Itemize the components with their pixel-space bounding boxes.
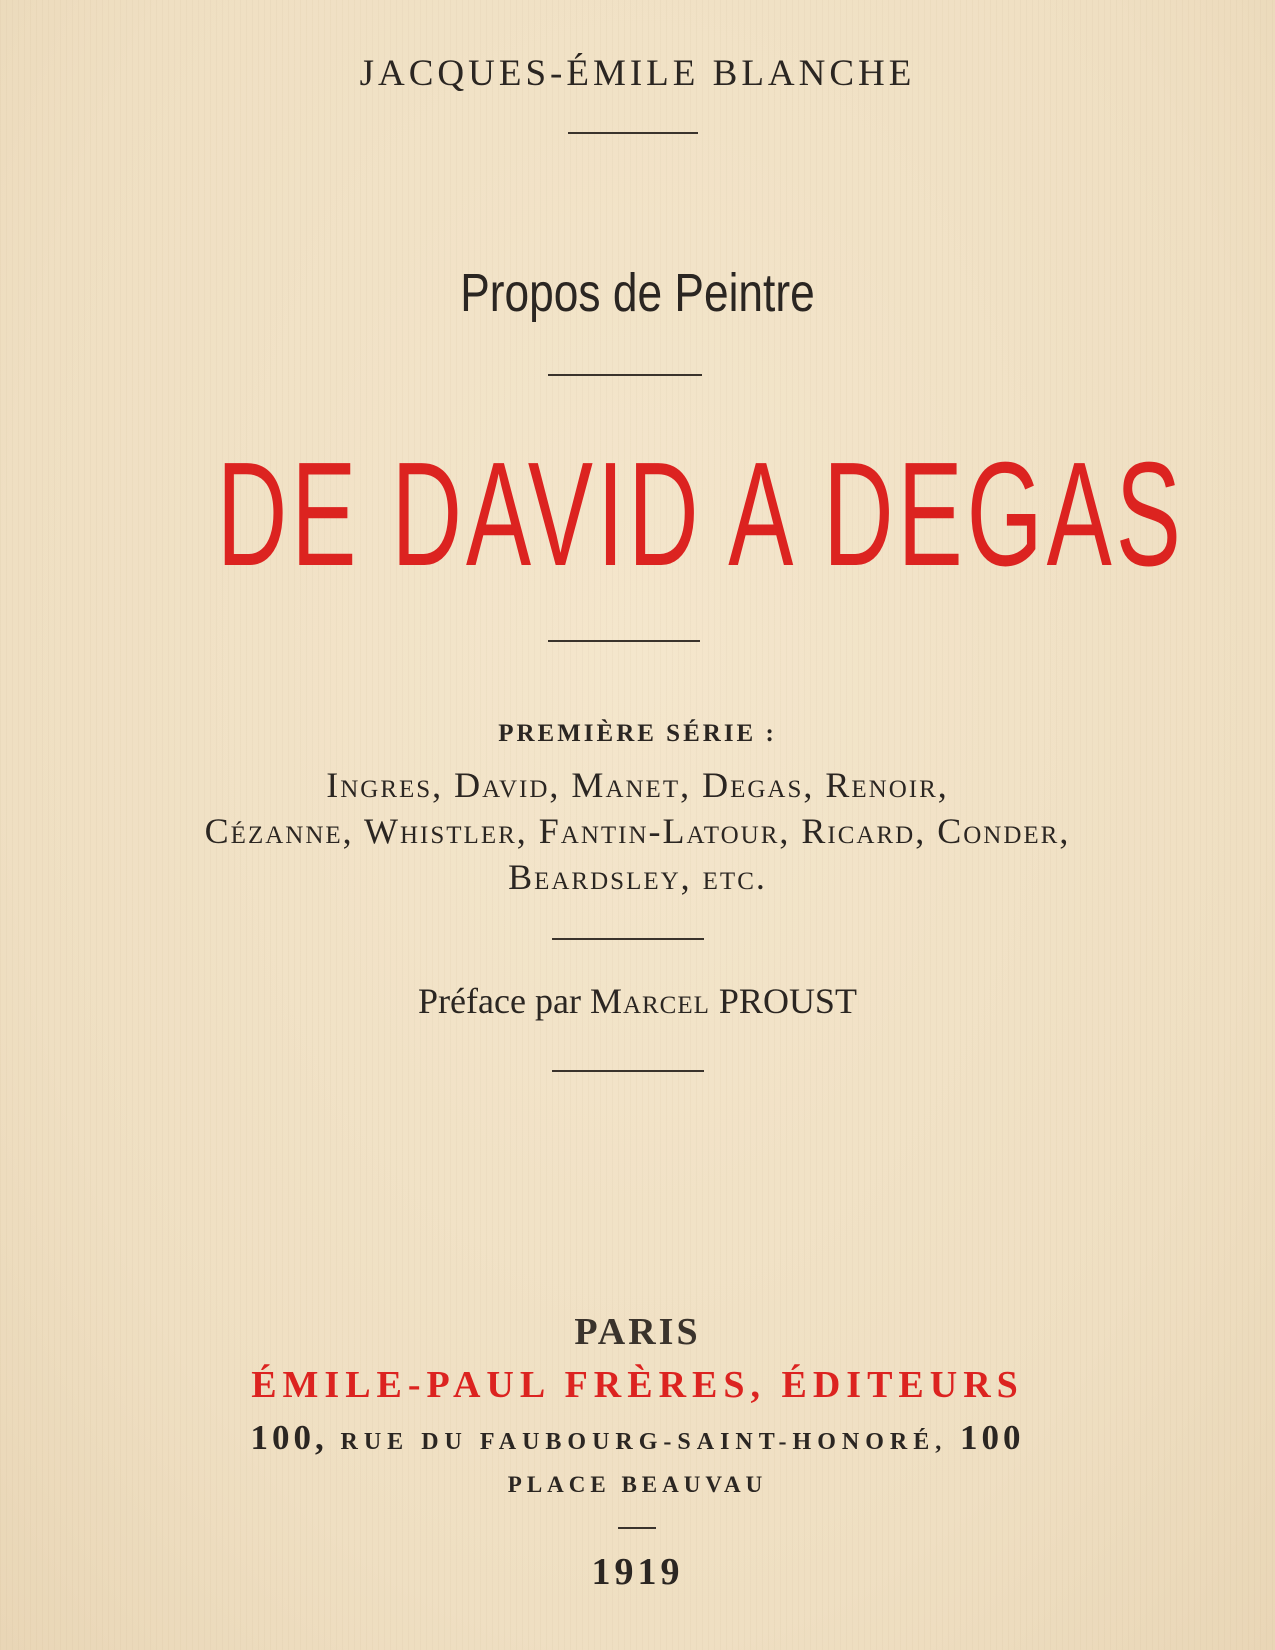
preface-credit [0, 980, 1275, 1022]
subtitle: Propos de Peintre [460, 263, 815, 323]
imprint-place: PLACE BEAUVAU [507, 1472, 768, 1497]
address-number-start: 100, [250, 1418, 328, 1457]
address-number-end: 100 [959, 1418, 1025, 1457]
artist-names-line-2: Cézanne, Whistler, Fantin-Latour, Ricard, Conder, [204, 811, 1071, 851]
imprint-year: 1919 [591, 1551, 684, 1593]
author-name: JACQUES-ÉMILE BLANCHE [359, 53, 916, 94]
artist-names-line-3: Beardsley, etc. [508, 857, 767, 897]
divider-rule-5 [552, 1070, 704, 1072]
imprint-city: PARIS [574, 1311, 701, 1353]
series-heading: PREMIÈRE SÉRIE : [498, 720, 777, 747]
divider-rule-2 [548, 374, 702, 376]
imprint-address [0, 1418, 1275, 1458]
imprint-publisher: ÉMILE-PAUL FRÈRES, ÉDITEURS [251, 1364, 1024, 1406]
address-street: RUE DU FAUBOURG-SAINT-HONORÉ, [340, 1429, 948, 1455]
preface-author-last: PROUST [718, 981, 857, 1021]
divider-rule-6 [618, 1527, 656, 1529]
divider-rule-4 [552, 938, 704, 940]
book-title: DE DAVID A DEGAS [216, 432, 1185, 597]
preface-prefix: Préface par [418, 981, 581, 1021]
divider-rule-1 [568, 132, 698, 134]
divider-rule-3 [548, 640, 700, 642]
artist-names-line-1: Ingres, David, Manet, Degas, Renoir, [326, 765, 949, 805]
preface-author-first: Marcel [589, 981, 710, 1021]
